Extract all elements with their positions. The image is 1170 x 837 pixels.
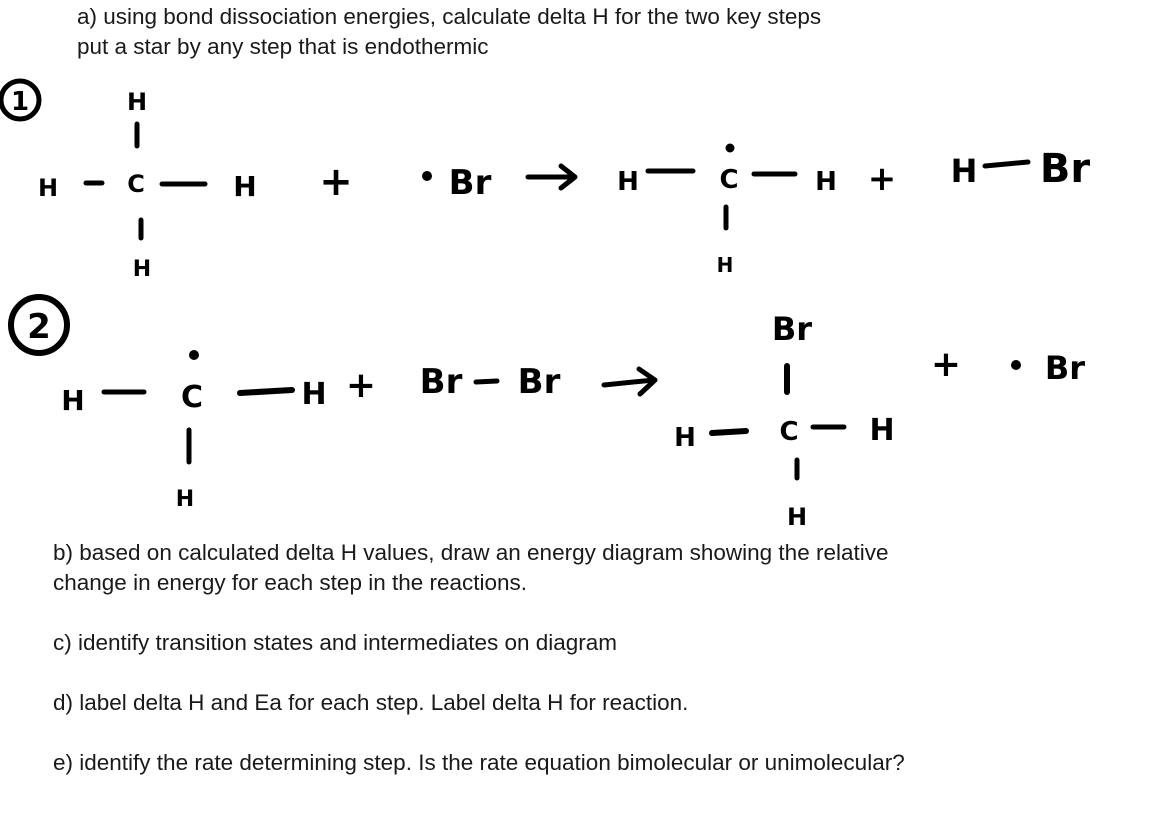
bromomethane-bottom-h: H (786, 503, 808, 531)
step-1-reaction (1, 81, 1090, 282)
question-b-line-2: change in energy for each step in the reactions. (53, 570, 528, 595)
bromomethane (674, 310, 894, 531)
bromomethane-br: Br (771, 310, 813, 348)
hydrogen-bromide (951, 146, 1091, 192)
question-e: e) identify the rate determining step. Is the rate equation bimolecular or unimolecular? (53, 750, 905, 775)
step-1-plus-2: + (867, 159, 897, 199)
question-b-line-1: b) based on calculated delta H values, draw an energy diagram showing the relative (53, 540, 889, 565)
bromine-molecule (420, 362, 561, 402)
br2-bond (476, 381, 497, 382)
methane-bottom-h: H (132, 257, 152, 282)
bromomethane-bonds (712, 366, 844, 478)
methyl-2-bottom-h: H (175, 487, 195, 512)
bromine-radical-2 (1011, 349, 1085, 387)
step-1-plus-1: + (319, 159, 353, 205)
methyl-1-left-h: H (617, 167, 639, 197)
bromomethane-right-h: H (869, 413, 895, 448)
methane-molecule (38, 88, 257, 282)
methane-right-h: H (233, 170, 257, 203)
methyl-radical-2 (61, 350, 326, 512)
step-2-marker (11, 297, 67, 353)
question-d: d) label delta H and Ea for each step. Label delta H for reaction. (53, 690, 689, 715)
hbr-br: Br (1039, 146, 1091, 192)
methyl-2-carbon: C (180, 380, 204, 415)
bromine-radical-1-label: Br (448, 163, 492, 203)
methane-bonds (86, 124, 205, 238)
methyl-1-carbon: C (719, 165, 739, 195)
methyl-1-right-h: H (815, 167, 837, 197)
step-1-arrow (528, 166, 575, 188)
methyl-1-bottom-h: H (716, 253, 734, 277)
br2-right-br: Br (517, 362, 561, 402)
question-a-line-2: put a star by any step that is endothermic (77, 34, 489, 59)
step-2-arrow (604, 369, 655, 394)
methyl-2-right-h: H (301, 377, 327, 412)
methyl-2-left-h: H (61, 384, 85, 417)
bromine-radical-1 (422, 163, 492, 203)
step-2-reaction (11, 297, 1085, 531)
bromomethane-carbon: C (779, 417, 799, 447)
step-1-marker (1, 81, 39, 119)
hbr-bond (985, 162, 1028, 166)
methane-top-h: H (126, 88, 148, 116)
bromomethane-left-h: H (674, 423, 696, 453)
question-a-line-1: a) using bond dissociation energies, calculate delta H for the two key steps (77, 4, 822, 29)
br2-left-br: Br (419, 362, 463, 402)
question-c: c) identify transition states and intermediates on diagram (53, 630, 618, 655)
step-2-plus-2: + (930, 344, 962, 385)
step-1-number: 1 (10, 87, 30, 117)
step-2-number: 2 (27, 307, 51, 347)
step-2-plus-1: + (345, 365, 377, 406)
methane-left-h: H (37, 174, 59, 202)
hbr-h: H (950, 152, 978, 190)
methyl-radical-1 (617, 144, 837, 278)
bromine-radical-2-label: Br (1044, 349, 1086, 387)
methane-carbon: C (127, 170, 145, 198)
